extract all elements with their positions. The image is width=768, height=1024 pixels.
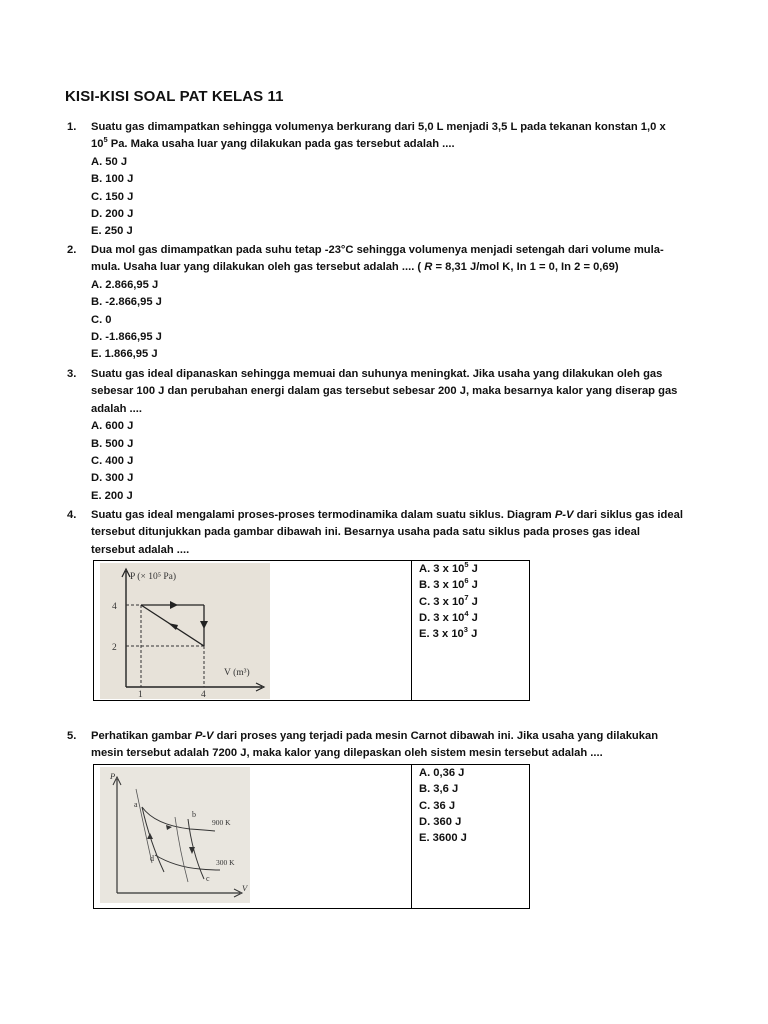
y-tick-4: 4 xyxy=(112,602,117,612)
question-5-stem xyxy=(67,728,732,763)
option-e: E. 200 J xyxy=(91,489,133,502)
document-title: KISI-KISI SOAL PAT KELAS 11 xyxy=(65,88,284,105)
pv-cycle-diagram xyxy=(100,563,270,699)
option-e: E. 3600 J xyxy=(419,832,467,845)
option-b: B. 3,6 J xyxy=(419,783,459,796)
question-2 xyxy=(67,242,732,364)
option-d: D. 300 J xyxy=(91,472,134,485)
stem-text: Perhatikan gambar xyxy=(91,730,195,742)
stem-line: tersebut adalah .... xyxy=(91,543,190,556)
carnot-svg xyxy=(100,767,250,903)
pv-cycle-svg xyxy=(100,563,270,699)
question-5-figure-cell xyxy=(94,765,412,908)
stem-symbol: P-V xyxy=(554,509,574,521)
option-text: C. 3 x 10 xyxy=(419,595,465,608)
question-4-figure-cell xyxy=(94,561,412,700)
question-number: 3. xyxy=(67,368,77,380)
option-c xyxy=(419,594,529,610)
stem-line: Suatu gas ideal dipanaskan sehingga memuai dan suhunya meningkat. Jika usaha yang dilakukan oleh gas xyxy=(91,368,663,380)
question-1-stem xyxy=(67,119,732,154)
stem-line xyxy=(91,728,732,745)
y-axis-label: P (× 10⁵ Pa) xyxy=(130,572,177,582)
isotherm-hot-label: 900 K xyxy=(212,818,231,827)
stem-line: Suatu gas dimampatkan sehingga volumenya berkurang dari 5,0 L menjadi 3,5 L pada tekanan konstan 1,0 x xyxy=(91,121,666,133)
stem-text: Pa. Maka usaha luar yang dilakukan pada gas tersebut adalah .... xyxy=(107,138,455,151)
option-a xyxy=(419,561,529,577)
question-number: 1. xyxy=(67,121,77,133)
exponent: 5 xyxy=(103,135,108,145)
stem-line xyxy=(91,507,732,524)
point-c-label: c xyxy=(206,874,210,883)
option-d: D. -1.866,95 J xyxy=(91,330,162,343)
stem-line xyxy=(91,136,732,153)
question-5 xyxy=(67,728,732,763)
point-a-label: a xyxy=(134,800,138,809)
question-4-table xyxy=(93,560,530,701)
y-tick-2: 2 xyxy=(112,643,117,653)
option-text: E. 3 x 10 xyxy=(419,628,464,641)
option-d: D. 360 J xyxy=(419,815,462,828)
option-d: D. 200 J xyxy=(91,207,134,220)
stem-symbol: R xyxy=(424,261,433,274)
option-text: D. 3 x 10 xyxy=(419,611,465,624)
question-5-options xyxy=(412,765,529,908)
exponent: 3 xyxy=(463,625,468,635)
question-3-stem xyxy=(67,366,732,418)
isotherm-cold-label: 300 K xyxy=(216,858,235,867)
exponent: 6 xyxy=(464,576,469,586)
question-2-stem xyxy=(67,242,732,277)
option-e xyxy=(419,626,529,642)
stem-line: mesin tersebut adalah 7200 J, maka kalor yang dilepaskan oleh sistem mesin tersebut adalah .... xyxy=(91,747,603,760)
option-d xyxy=(419,610,529,626)
stem-line xyxy=(91,259,732,276)
option-b: B. 100 J xyxy=(91,173,134,186)
option-unit: J xyxy=(468,563,478,575)
option-b: B. 500 J xyxy=(91,437,134,450)
option-c: C. 36 J xyxy=(419,799,456,812)
option-c: C. 150 J xyxy=(91,190,134,203)
question-4 xyxy=(67,507,732,559)
question-3 xyxy=(67,366,732,505)
option-a: A. 600 J xyxy=(91,420,134,433)
question-5-table xyxy=(93,764,530,909)
option-unit: J xyxy=(468,611,478,624)
option-b: B. -2.866,95 J xyxy=(91,296,162,309)
exponent: 4 xyxy=(464,608,469,618)
power-base: 10 xyxy=(91,138,104,151)
question-1 xyxy=(67,119,732,241)
x-tick-4: 4 xyxy=(201,690,206,699)
option-text: B. 3 x 10 xyxy=(419,579,465,592)
option-b xyxy=(419,577,529,593)
option-a: A. 2.866,95 J xyxy=(91,278,159,291)
question-number: 5. xyxy=(67,730,77,742)
option-unit: J xyxy=(468,579,478,592)
stem-text: dari siklus gas ideal xyxy=(573,509,683,521)
exponent: 7 xyxy=(464,592,469,602)
question-number: 4. xyxy=(67,509,77,521)
point-d-label: d xyxy=(150,854,154,863)
exponent: 5 xyxy=(464,560,469,569)
question-number: 2. xyxy=(67,244,77,256)
question-2-options xyxy=(67,277,732,364)
question-3-options xyxy=(67,418,732,505)
option-a: A. 0,36 J xyxy=(419,767,465,779)
option-text: A. 3 x 10 xyxy=(419,563,465,575)
stem-symbol: P-V xyxy=(194,730,214,742)
option-e: E. 250 J xyxy=(91,225,133,238)
stem-line: tersebut ditunjukkan pada gambar dibawah ini. Besarnya usaha pada satu siklus pada proses gas ideal xyxy=(91,526,640,539)
option-unit: J xyxy=(467,628,478,641)
stem-line: Dua mol gas dimampatkan pada suhu tetap -23°C sehingga volumenya menjadi setengah dari volume mula- xyxy=(91,244,664,256)
option-e: E. 1.866,95 J xyxy=(91,348,158,361)
stem-text: = 8,31 J/mol K, In 1 = 0, In 2 = 0,69) xyxy=(432,261,619,274)
x-axis-label: V xyxy=(242,883,248,893)
stem-line: adalah .... xyxy=(91,402,142,415)
question-4-stem xyxy=(67,507,732,559)
y-axis-label: P xyxy=(110,771,116,781)
option-c: C. 400 J xyxy=(91,455,134,467)
x-axis-label: V (m³) xyxy=(224,668,250,678)
stem-text: dari proses yang terjadi pada mesin Carnot dibawah ini. Jika usaha yang dilakukan xyxy=(213,730,659,742)
x-tick-1: 1 xyxy=(138,690,143,699)
point-b-label: b xyxy=(192,810,196,819)
carnot-pv-diagram xyxy=(100,767,250,903)
stem-text: mula. Usaha luar yang dilakukan oleh gas tersebut adalah .... ( xyxy=(91,261,425,274)
question-4-options xyxy=(412,561,529,700)
option-unit: J xyxy=(468,595,478,608)
option-a: A. 50 J xyxy=(91,155,128,168)
option-c: C. 0 xyxy=(91,313,112,326)
stem-line: sebesar 100 J dan perubahan energi dalam gas tersebut sebesar 200 J, maka besarnya kalor yang diserap gas xyxy=(91,385,678,398)
question-1-options xyxy=(67,154,732,241)
stem-text: Suatu gas ideal mengalami proses-proses termodinamika dalam suatu siklus. Diagram xyxy=(91,509,555,521)
